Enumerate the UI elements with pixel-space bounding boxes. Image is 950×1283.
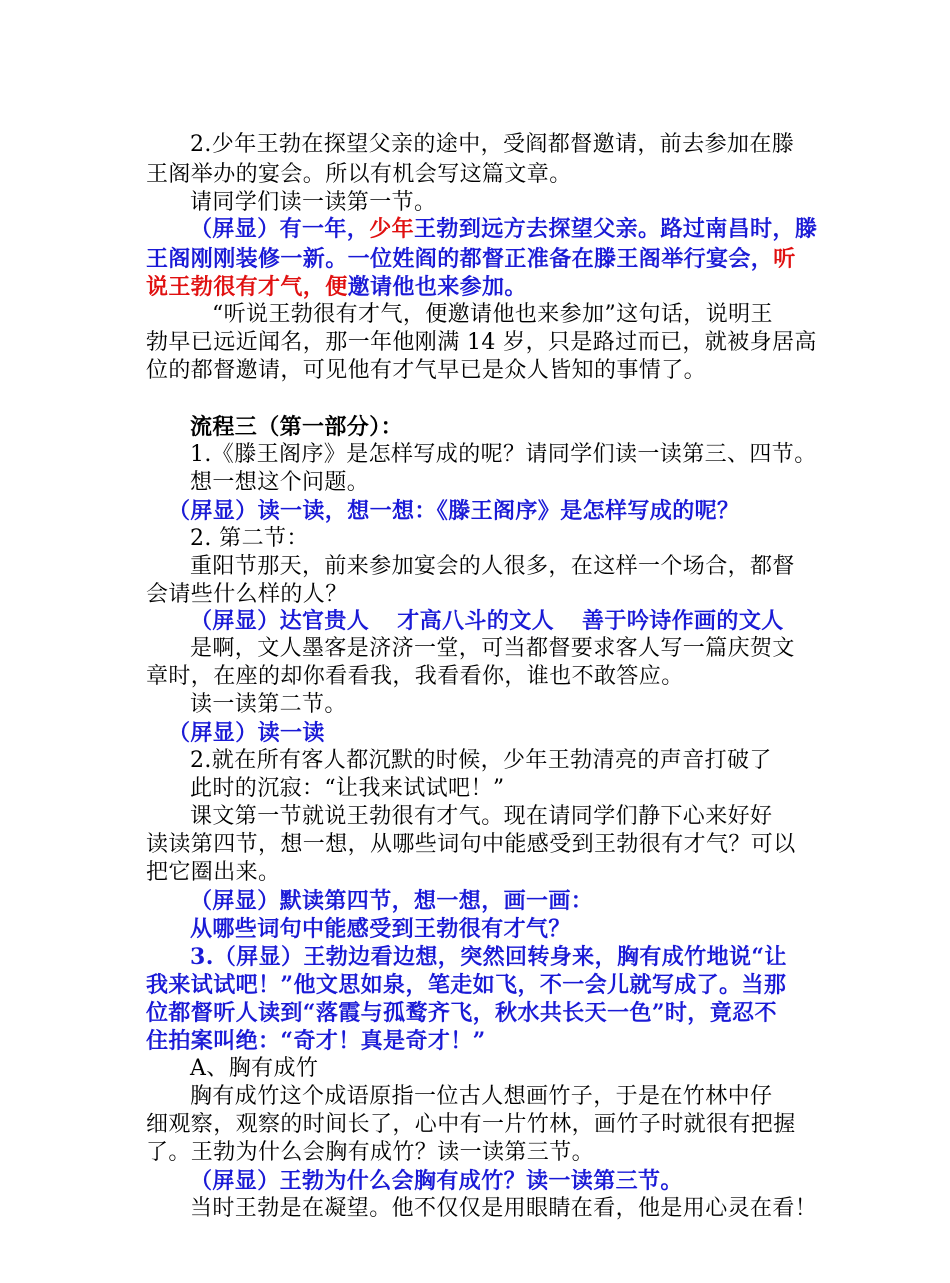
screen-display-line: （屏显）王勃为什么会胸有成竹？读一读第三节。 <box>190 1168 683 1194</box>
paragraph-line: 当时王勃是在凝望。他不仅仅是用眼睛在看，他是用心灵在看！ <box>190 1196 818 1221</box>
paragraph-line: 王阁举办的宴会。所以有机会写这篇文章。 <box>146 162 572 187</box>
screen-display-line: 住拍案叫绝：“奇才！真是奇才！” <box>146 1028 486 1054</box>
screen-display-line <box>146 272 527 302</box>
paragraph-line: 读读第四节，想一想，从哪些词句中能感受到王勃很有才气？可以 <box>146 832 796 857</box>
screen-display-line: （屏显）读一读 <box>168 720 325 746</box>
screen-display-text: （屏显）达官贵人 <box>190 608 370 634</box>
screen-display-line <box>146 244 796 274</box>
screen-display-line <box>190 214 817 244</box>
screen-display-line <box>190 606 784 636</box>
paragraph-line: 请同学们读一读第一节。 <box>190 190 437 215</box>
paragraph-line: 章时，在座的却你看看我，我看看你，谁也不敢答应。 <box>146 664 684 689</box>
screen-display-line: （屏显）读一读，想一想：《滕王阁序》是怎样写成的呢？ <box>168 498 740 524</box>
paragraph-line: 读一读第二节。 <box>190 692 347 717</box>
paragraph-line: 此时的沉寂：“让我来试试吧！” <box>190 776 505 801</box>
paragraph-line: 勃早已远近闻名，那一年他刚满 14 岁，只是路过而已，就被身居高 <box>146 330 817 355</box>
paragraph-line: 会请些什么样的人？ <box>146 582 348 607</box>
paragraph-line: 细观察，观察的时间长了，心中有一片竹林，画竹子时就很有把握 <box>146 1112 796 1137</box>
paragraph-line: 课文第一节就说王勃很有才气。现在请同学们静下心来好好 <box>190 804 773 829</box>
paragraph-line: 是啊，文人墨客是济济一堂，可当都督要求客人写一篇庆贺文 <box>190 636 795 661</box>
screen-display-line: 3.（屏显）王勃边看边想，突然回转身来，胸有成竹地说“让 <box>190 944 787 970</box>
screen-display-text: 王勃到远方去探望父亲。路过南昌时，滕 <box>414 216 818 242</box>
paragraph-line: 把它圈出来。 <box>146 860 281 885</box>
paragraph-line: 2. 第二节： <box>190 526 309 551</box>
paragraph-line: 位的都督邀请，可见他有才气早已是众人皆知的事情了。 <box>146 358 707 383</box>
highlight-red-text: 少年 <box>369 216 415 242</box>
highlight-red-text: 听 <box>773 246 796 272</box>
paragraph-line: 2.就在所有客人都沉默的时候，少年王勃清亮的声音打破了 <box>190 748 772 773</box>
screen-display-line: （屏显）默读第四节，想一想，画一画： <box>190 888 594 914</box>
paragraph-line: 2.少年王勃在探望父亲的途中，受阎都督邀请，前去参加在滕 <box>190 132 795 157</box>
highlight-red-text: 说王勃很有才气，便 <box>146 274 348 300</box>
subsection-label: A、胸有成竹 <box>190 1056 319 1081</box>
paragraph-line: 胸有成竹这个成语原指一位古人想画竹子，于是在竹林中仔 <box>190 1084 773 1109</box>
screen-display-text: （屏显）有一年， <box>190 216 370 242</box>
screen-display-text: 才高八斗的文人 <box>397 608 555 634</box>
screen-display-text: 王阁刚刚装修一新。一位姓阎的都督正准备在滕王阁举行宴会， <box>146 246 774 272</box>
screen-display-line: 从哪些词句中能感受到王勃很有才气？ <box>190 916 571 942</box>
screen-display-line: 我来试试吧！”他文思如泉，笔走如飞，不一会儿就写成了。当那 <box>146 972 787 998</box>
paragraph-line: 想一想这个问题。 <box>190 470 370 495</box>
section-heading: 流程三（第一部分）： <box>190 414 404 440</box>
screen-display-line: 位都督听人读到“落霞与孤鹜齐飞，秋水共长天一色”时，竟忍不 <box>146 1000 777 1026</box>
paragraph-line: 了。王勃为什么会胸有成竹？读一读第三节。 <box>146 1140 595 1165</box>
screen-display-text: 邀请 <box>347 274 393 300</box>
screen-display-text: 善于吟诗作画的文人 <box>582 608 784 634</box>
paragraph-line: 重阳节那天，前来参加宴会的人很多，在这样一个场合，都督 <box>190 554 795 579</box>
paragraph-line: 1.《滕王阁序》是怎样写成的呢？请同学们读一读第三、四节。 <box>190 442 817 467</box>
screen-display-text: 他也来参加。 <box>392 274 527 300</box>
paragraph-line: “听说王勃很有才气，便邀请他也来参加”这句话，说明王 <box>212 302 773 327</box>
